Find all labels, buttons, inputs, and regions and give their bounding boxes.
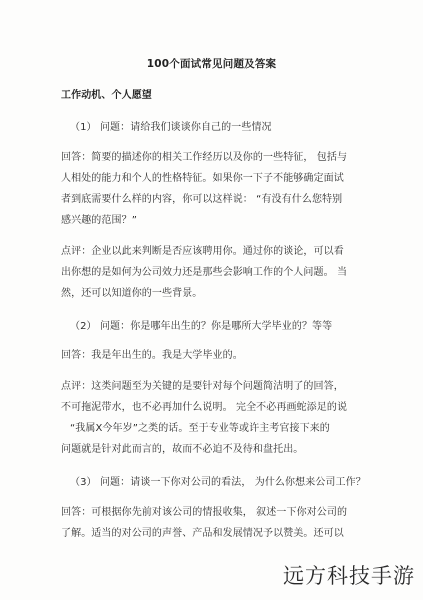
comment-2-line-4: 问题就是针对此而言的，故而不必迫不及待和盘托出。	[61, 444, 304, 455]
answer-1-line-2: 人相处的能力和个人的性格特征。如果你一下子不能够确定面试	[61, 173, 344, 184]
question-1: （1） 问题：请给我们谈谈你自己的一些情况	[70, 122, 272, 133]
answer-2: 回答：我是年出生的。我是大学毕业的。	[61, 350, 243, 361]
watermark-text: 远方科技手游	[283, 564, 415, 588]
answer-1-line-1: 回答：简要的描述你的相关工作经历以及你的一些特征， 包括与	[61, 152, 348, 163]
comment-2-line-2: 不可拖泥带水，也不必再加什么说明。 完全不必再画蛇添足的说	[61, 402, 348, 413]
question-3: （3） 问题：请谈一下你对公司的看法， 为什么你想来公司工作？	[70, 477, 366, 488]
comment-2-line-3: “我属X今年岁”之类的话。至于专业等或许主考官接下来的	[70, 423, 330, 434]
comment-1-line-1: 点评：企业以此来判断是否应该聘用你。通过你的谈论，可以看	[61, 246, 344, 257]
answer-1-line-4: 感兴趣的范围？”	[61, 215, 137, 226]
answer-1-line-3: 者到底需要什么样的内容，你可以这样说： “有没有什么您特别	[61, 194, 343, 205]
document-title: 100个面试常见问题及答案	[146, 58, 277, 70]
comment-1-line-2: 出你想的是如何为公司效力还是那些会影响工作的个人问题。 当	[61, 267, 348, 278]
question-2: （2） 问题：你是哪年出生的？你是哪所大学毕业的？等等	[70, 321, 333, 332]
comment-2-line-1: 点评：这类问题至为关键的是要针对每个问题简洁明了的回答，	[61, 381, 344, 392]
comment-1-line-3: 然，还可以知道你的一些背景。	[61, 288, 203, 299]
answer-3-line-1: 回答：可根据你先前对该公司的情报收集， 叙述一下你对公司的	[61, 507, 348, 518]
section-heading: 工作动机、个人愿望	[61, 90, 152, 101]
answer-3-line-2: 了解。适当的对公司的声誉、产品和发展情况予以赞美。还可以	[61, 528, 344, 539]
